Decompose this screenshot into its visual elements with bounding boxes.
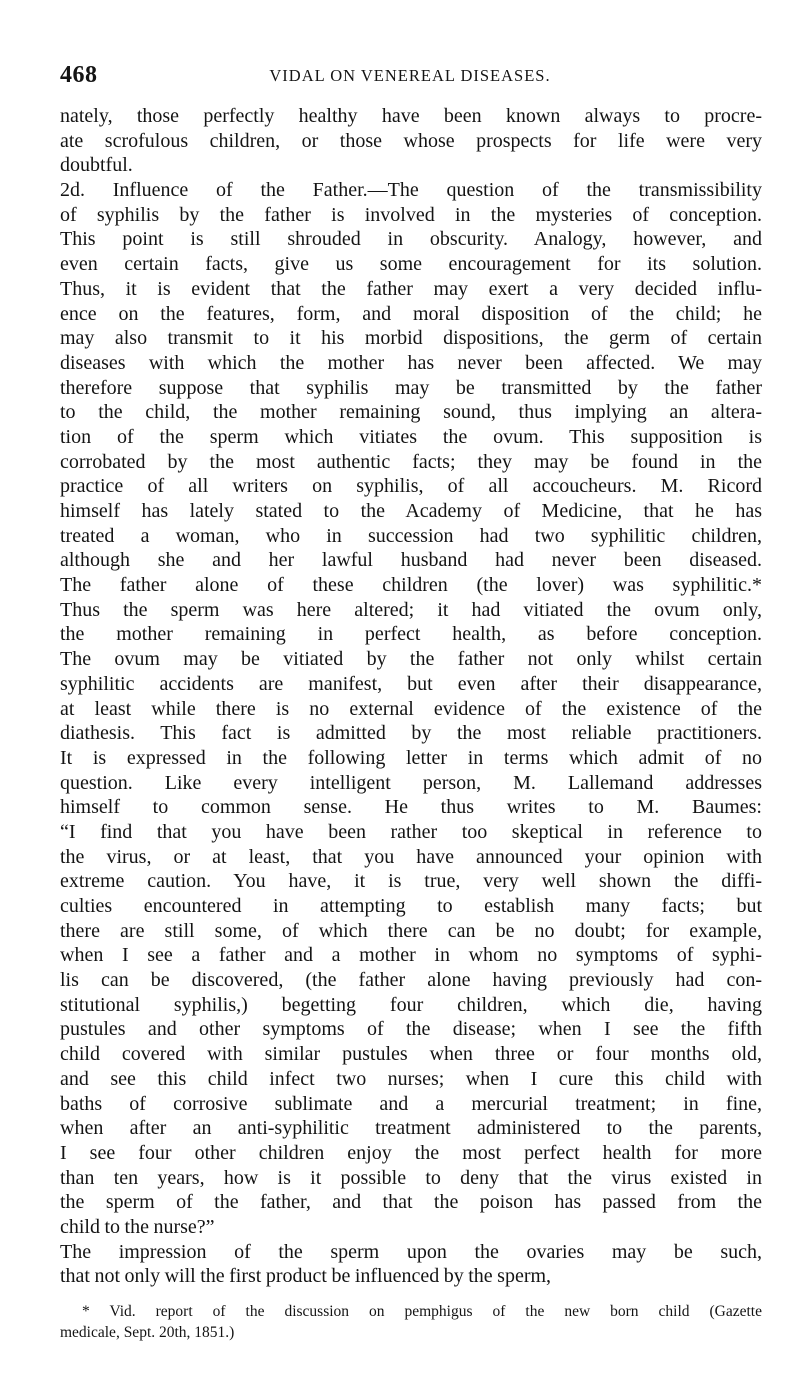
text-line: I see four other children enjoy the most perfect health for more xyxy=(60,1141,762,1164)
text-line: tion of the sperm which vitiates the ovum. This supposition is xyxy=(60,425,762,448)
text-line: the sperm of the father, and that the poison has passed from the xyxy=(60,1191,762,1214)
text-line: the mother remaining in perfect health, as before conception. xyxy=(60,623,762,646)
text-line: when after an anti-syphilitic treatment administered to the parents, xyxy=(60,1117,762,1140)
text-line: of syphilis by the father is involved in the mysteries of conception. xyxy=(60,203,762,226)
text-line: lis can be discovered, (the father alone having previously had con- xyxy=(60,969,762,992)
text-line: that not only will the first product be influenced by the sperm, xyxy=(60,1265,552,1288)
text-line: syphilitic accidents are manifest, but even after their disappearance, xyxy=(60,672,762,695)
text-line: when I see a father and a mother in whom no symptoms of syphi- xyxy=(60,944,762,967)
text-line: This point is still shrouded in obscurity. Analogy, however, and xyxy=(60,228,762,251)
text-line: Thus, it is evident that the father may exert a very decided influ- xyxy=(60,277,762,300)
text-line: although she and her lawful husband had never been diseased. xyxy=(60,549,762,572)
text-line: doubtful. xyxy=(60,154,133,177)
text-line: there are still some, of which there can be no doubt; for example, xyxy=(60,919,762,942)
text-line: “I find that you have been rather too skeptical in reference to xyxy=(60,820,762,843)
footnotes xyxy=(60,1301,762,1343)
text-line: the virus, or at least, that you have announced your opinion with xyxy=(60,845,762,868)
text-line: Thus the sperm was here altered; it had vitiated the ovum only, xyxy=(60,598,762,621)
text-line: The impression of the sperm upon the ovaries may be such, xyxy=(60,1240,762,1263)
text-line: even certain facts, give us some encouragement for its solution. xyxy=(60,253,762,276)
text-line: pustules and other symptoms of the disease; when I see the fifth xyxy=(60,1018,762,1041)
text-line: child to the nurse?” xyxy=(60,1215,215,1238)
text-line: and see this child infect two nurses; when I cure this child with xyxy=(60,1067,762,1090)
footnote-line: medicale, Sept. 20th, 1851.) xyxy=(60,1324,235,1341)
body-text xyxy=(60,104,762,1289)
text-line: diathesis. This fact is admitted by the most reliable practitioners. xyxy=(60,722,762,745)
text-line: may also transmit to it his morbid dispositions, the germ of certain xyxy=(60,327,762,350)
text-line: diseases with which the mother has never been affected. We may xyxy=(60,351,762,374)
text-line: It is expressed in the following letter in terms which admit of no xyxy=(60,746,762,769)
text-line: to the child, the mother remaining sound, thus implying an altera- xyxy=(60,401,762,424)
text-line: practice of all writers on syphilis, of all accoucheurs. M. Ricord xyxy=(60,475,762,498)
text-line: question. Like every intelligent person, M. Lallemand addresses xyxy=(60,771,762,794)
text-line: therefore suppose that syphilis may be transmitted by the father xyxy=(60,376,762,399)
page-number: 468 xyxy=(60,62,98,88)
text-line: than ten years, how is it possible to deny that the virus existed in xyxy=(60,1166,762,1189)
running-title: VIDAL ON VENEREAL DISEASES. xyxy=(269,66,551,85)
text-line: himself to common sense. He thus writes to M. Baumes: xyxy=(60,796,762,819)
text-line: corrobated by the most authentic facts; they may be found in the xyxy=(60,450,762,473)
text-line: ate scrofulous children, or those whose prospects for life were very xyxy=(60,129,762,152)
text-line: The ovum may be vitiated by the father not only whilst certain xyxy=(60,648,762,671)
text-line: himself has lately stated to the Academy of Medicine, that he has xyxy=(60,500,762,522)
text-line: ence on the features, form, and moral disposition of the child; he xyxy=(60,302,762,325)
text-line: child covered with similar pustules when three or four months old, xyxy=(60,1043,762,1066)
text-line: baths of corrosive sublimate and a mercurial treatment; in fine, xyxy=(60,1092,762,1115)
footnote-line: * Vid. report of the discussion on pemphigus of the new born child (Gazette xyxy=(82,1303,762,1320)
text-line: The father alone of these children (the lover) was syphilitic.* xyxy=(60,574,762,597)
text-line: at least while there is no external evidence of the existence of the xyxy=(60,697,762,720)
text-line: extreme caution. You have, it is true, very well shown the diffi- xyxy=(60,870,762,893)
text-line: culties encountered in attempting to establish many facts; but xyxy=(60,895,762,917)
text-line: 2d. Influence of the Father.—The question of the transmissibility xyxy=(60,179,762,202)
text-line: nately, those perfectly healthy have been known always to procre- xyxy=(60,105,762,127)
page-header xyxy=(60,62,760,92)
text-line: treated a woman, who in succession had two syphilitic children, xyxy=(60,524,762,547)
text-line: stitutional syphilis,) begetting four children, which die, having xyxy=(60,993,762,1016)
